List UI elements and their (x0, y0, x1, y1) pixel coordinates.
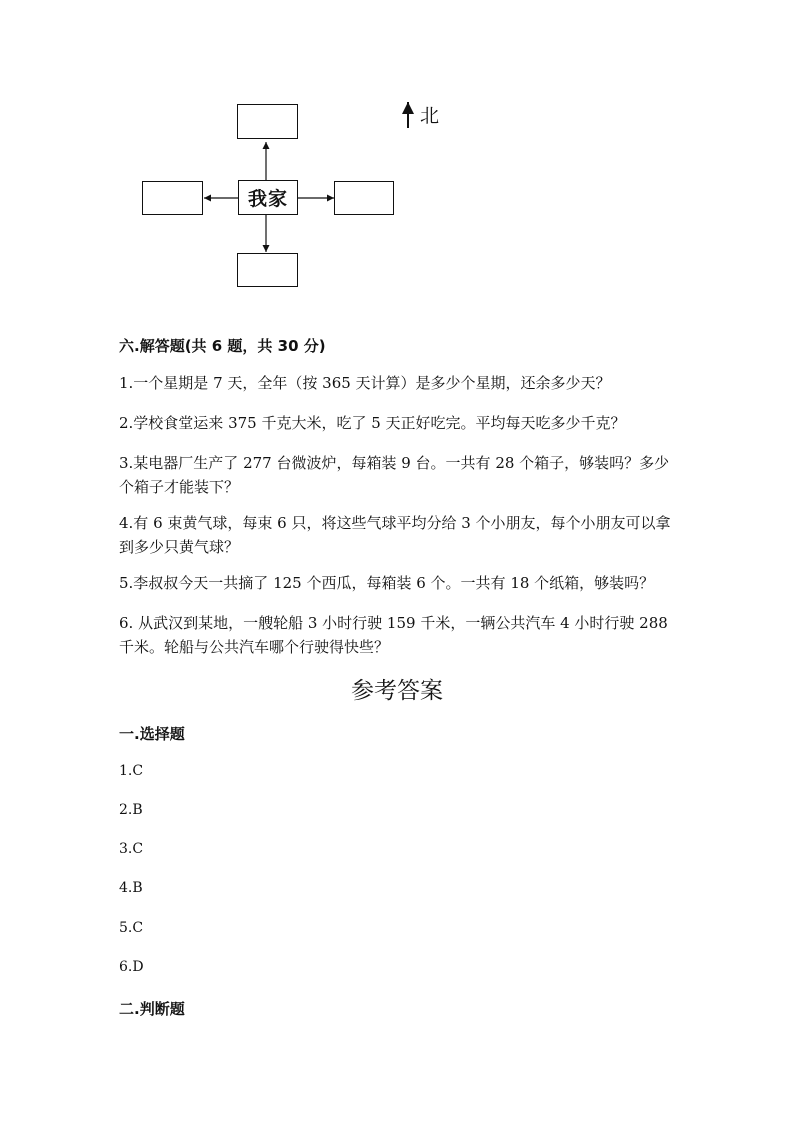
answer-item: 3.C (119, 841, 144, 857)
question-4: 4.有 6 束黄气球，每束 6 只，将这些气球平均分给 3 个小朋友，每个小朋友可以拿到多少只黄气球？ (119, 514, 671, 556)
box-north (237, 104, 298, 139)
answer-item: 2.B (119, 802, 143, 818)
question-6: 6. 从武汉到某地，一艘轮船 3 小时行驶 159 千米，一辆公共汽车 4 小时行驶 288 千米。轮船与公共汽车哪个行驶得快些？ (119, 614, 668, 656)
box-east (334, 181, 394, 215)
answers-part1-title: 一.选择题 (119, 725, 185, 743)
box-west (142, 181, 203, 215)
question-5: 5.李叔叔今天一共摘了 125 个西瓜，每箱装 6 个。一共有 18 个纸箱，够装吗？ (119, 574, 655, 592)
answer-item: 1.C (119, 763, 144, 779)
question-2: 2.学校食堂运来 375 千克大米，吃了 5 天正好吃完。平均每天吃多少千克？ (119, 414, 626, 432)
answer-item: 6.D (119, 959, 144, 975)
box-home (238, 180, 298, 215)
answer-item: 5.C (119, 920, 144, 936)
question-1: 1.一个星期是 7 天，全年（按 365 天计算）是多少个星期，还余多少天？ (119, 374, 611, 392)
direction-diagram (0, 0, 794, 320)
diagram-arrows (0, 0, 794, 320)
box-south (237, 253, 298, 287)
north-label: 北 (420, 105, 440, 127)
answers-heading: 参考答案 (351, 678, 443, 704)
home-label: 我家 (247, 188, 288, 210)
answer-item: 4.B (119, 880, 143, 896)
question-3: 3.某电器厂生产了 277 台微波炉，每箱装 9 台。一共有 28 个箱子，够装吗？多少个箱子才能装下？ (119, 454, 670, 496)
answers-part2-title: 二.判断题 (119, 1000, 185, 1018)
section-6-title: 六.解答题(共 6 题，共 30 分) (119, 337, 326, 355)
